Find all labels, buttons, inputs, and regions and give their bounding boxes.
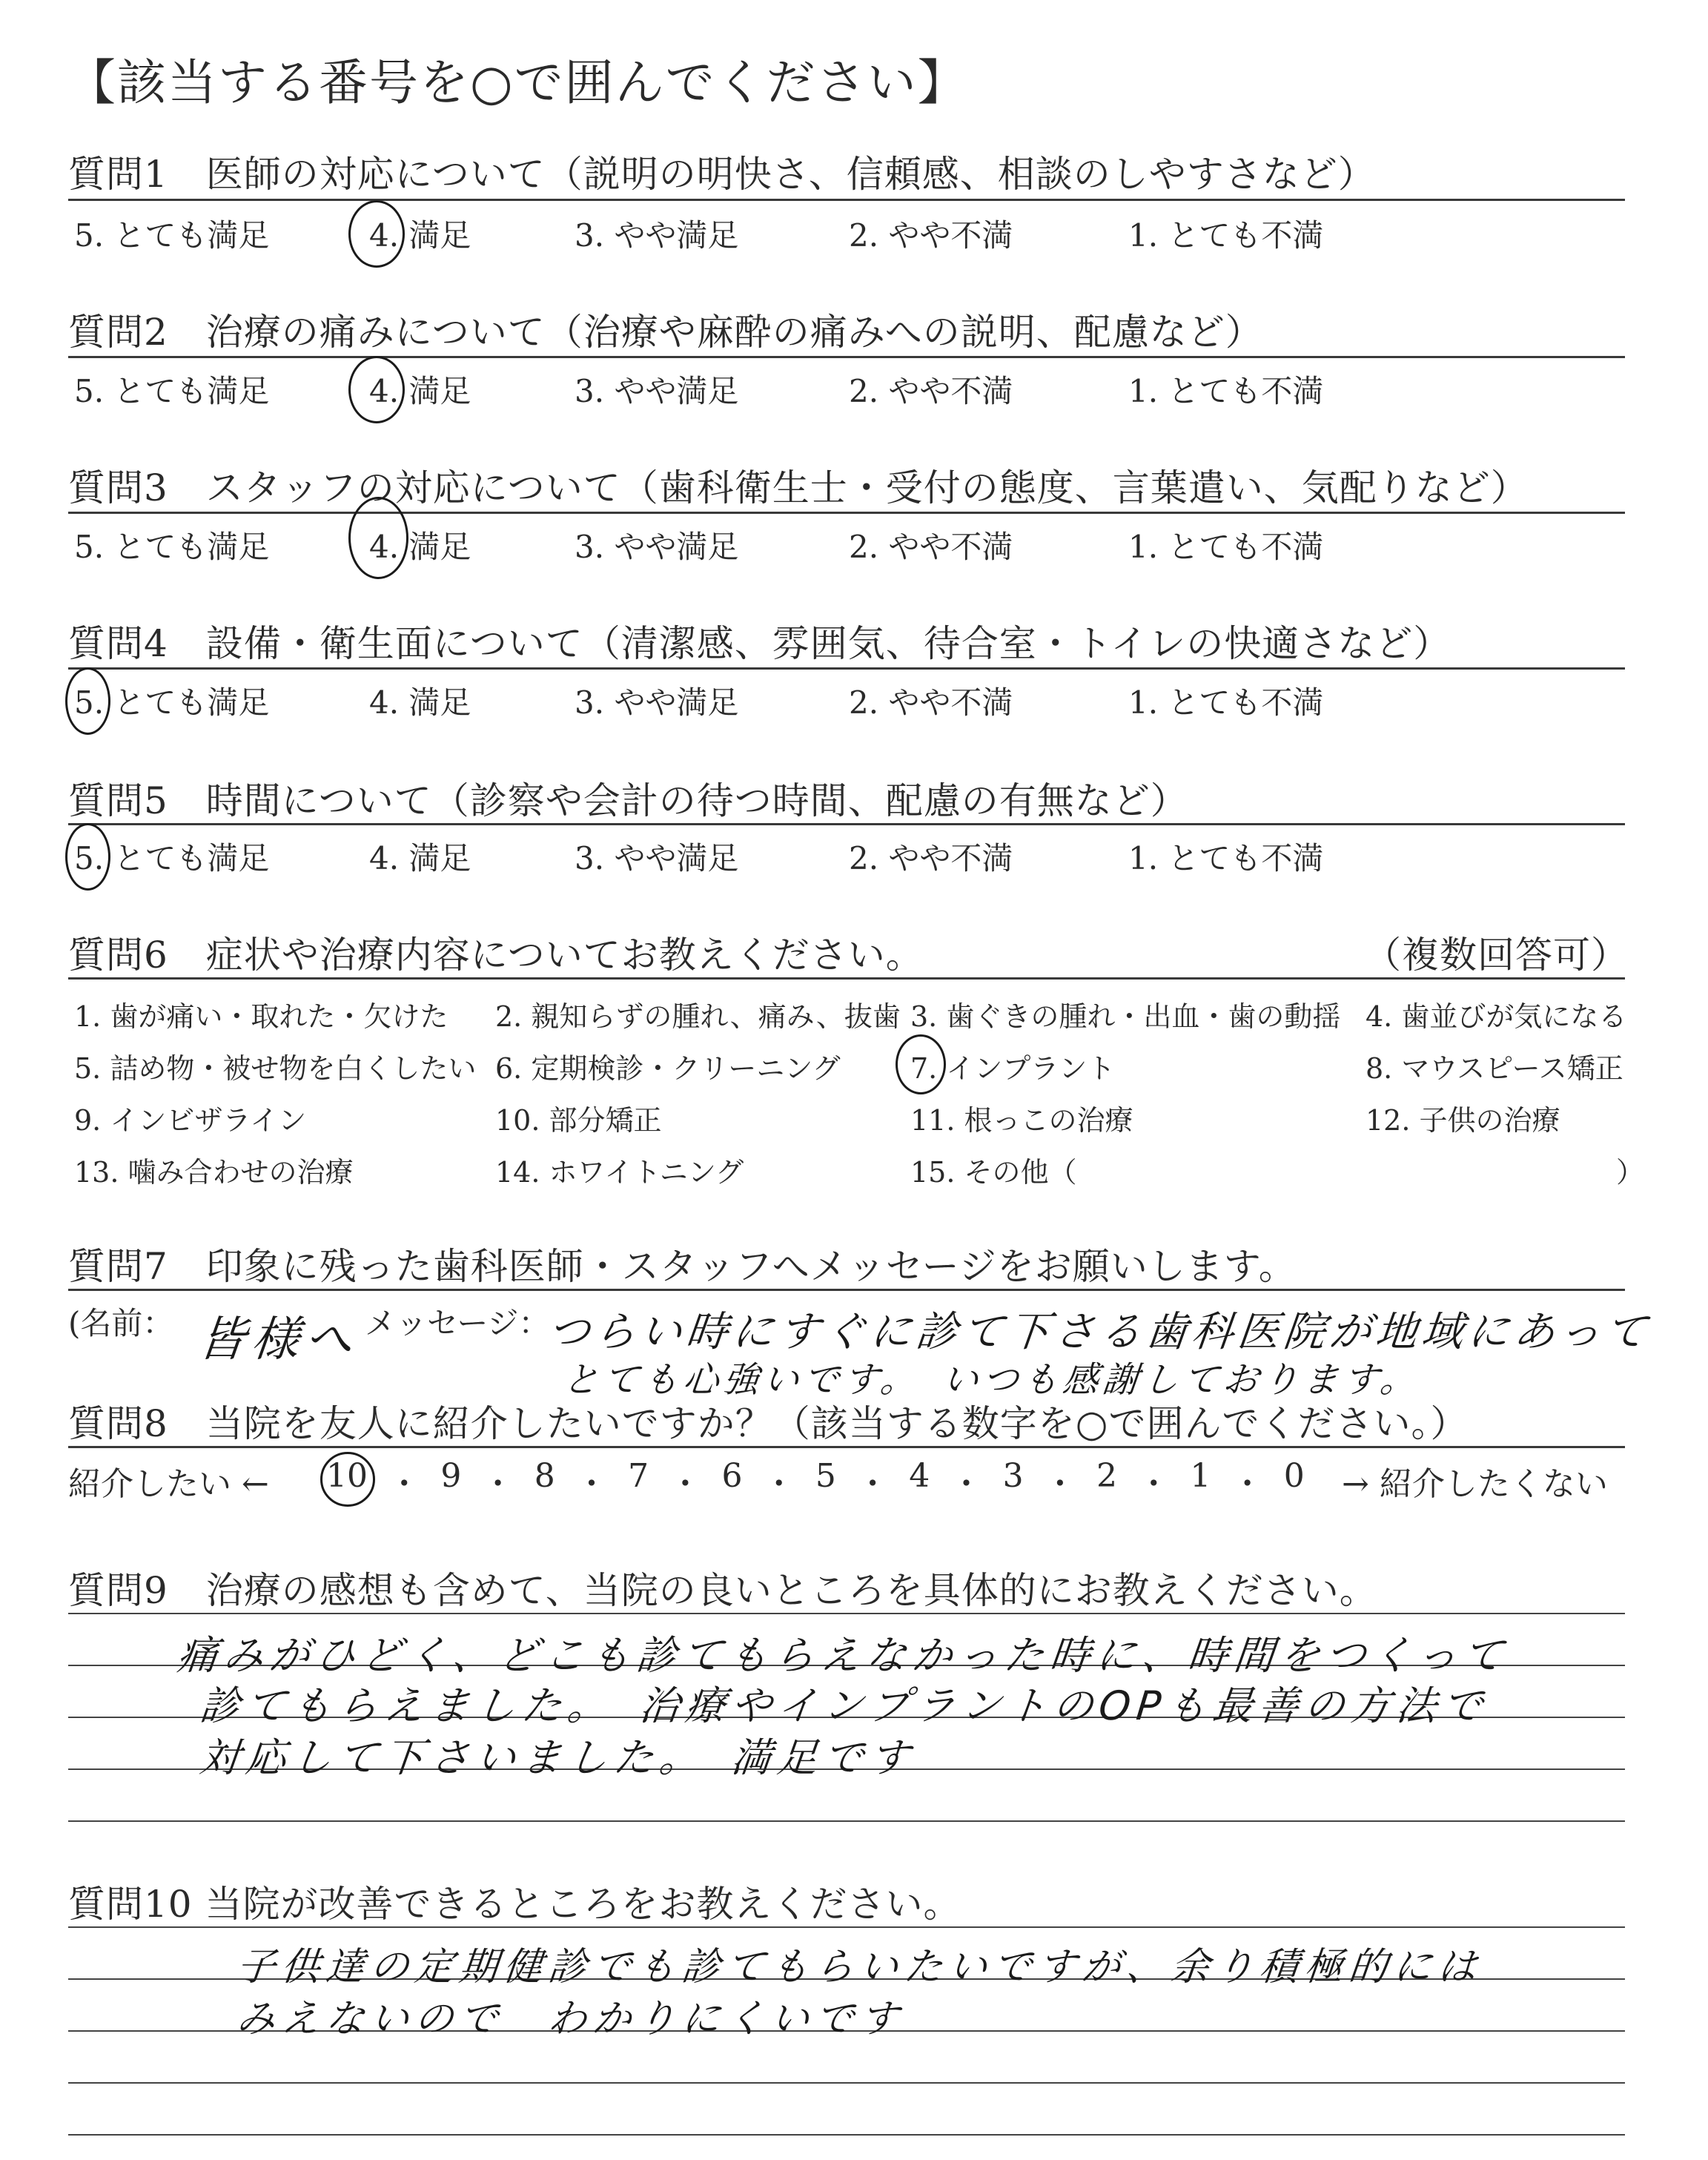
- q9-line-1: [68, 1613, 1625, 1614]
- q1-option-2[interactable]: 2. やや不満: [849, 217, 1013, 254]
- question-7-rule: [68, 1289, 1625, 1291]
- q3-option-4[interactable]: 4. 満足: [369, 529, 471, 565]
- q4-selection-circle: [65, 667, 110, 735]
- q8-scale-1[interactable]: 1: [1190, 1457, 1211, 1495]
- q10-answer-line-2[interactable]: みえないので わかりにくいです: [234, 1997, 907, 2041]
- question-2-rule: [68, 356, 1625, 358]
- q1-selection-circle: [348, 200, 405, 268]
- q8-dot: ・: [762, 1465, 795, 1503]
- q1-option-4[interactable]: 4. 満足: [369, 217, 471, 254]
- q8-dot: ・: [950, 1465, 983, 1503]
- q8-dot: ・: [388, 1465, 421, 1503]
- q2-selection-circle: [348, 356, 405, 423]
- q6-item-2[interactable]: 2. 親知らずの腫れ、痛み、抜歯: [495, 1000, 901, 1033]
- question-5-title: 質問5 時間について（診察や会計の待つ時間、配慮の有無など）: [68, 779, 1188, 822]
- question-9-title: 質問9 治療の感想も含めて、当院の良いところを具体的にお教えください。: [68, 1569, 1377, 1612]
- q8-scale-6[interactable]: 6: [721, 1457, 743, 1495]
- q1-option-5[interactable]: 5. とても満足: [74, 217, 270, 254]
- question-1-title: 質問1 医師の対応について（説明の明快さ、信頼感、相談のしやすさなど）: [68, 153, 1376, 196]
- q8-dot: ・: [856, 1465, 890, 1503]
- question-8-title: 質問8 当院を友人に紹介したいですか？（該当する数字を○で囲んでください。）: [68, 1402, 1469, 1445]
- q8-scale-5[interactable]: 5: [815, 1457, 836, 1495]
- q2-option-3[interactable]: 3. やや満足: [575, 373, 739, 409]
- q2-option-2[interactable]: 2. やや不満: [849, 373, 1013, 409]
- q5-selection-circle: [65, 823, 110, 891]
- q8-scale-4[interactable]: 4: [909, 1457, 930, 1495]
- q8-scale-7[interactable]: 7: [628, 1457, 649, 1495]
- q10-line-4: [68, 2082, 1625, 2084]
- question-6-note: （複数回答可）: [1364, 934, 1629, 977]
- q4-option-5[interactable]: 5. とても満足: [74, 684, 270, 721]
- q5-option-4[interactable]: 4. 満足: [369, 840, 471, 876]
- question-10-title: 質問10 当院が改善できるところをお教えください。: [68, 1883, 961, 1926]
- q8-dot: ・: [481, 1465, 514, 1503]
- q4-option-4[interactable]: 4. 満足: [369, 684, 471, 721]
- q8-scale: [326, 1457, 1305, 1505]
- q7-name-value[interactable]: 皆様へ: [195, 1312, 362, 1367]
- q8-scale-8[interactable]: 8: [534, 1457, 555, 1495]
- q6-item-7[interactable]: 7. インプラント: [910, 1052, 1116, 1085]
- q10-line-1: [68, 1926, 1625, 1928]
- q3-option-3[interactable]: 3. やや満足: [575, 529, 739, 565]
- q6-item-12[interactable]: 12. 子供の治療: [1366, 1104, 1560, 1137]
- q9-answer-line-2[interactable]: 診てもらえました。 治療やインプラントのOPも最善の方法で: [197, 1682, 1491, 1729]
- q6-item-1[interactable]: 1. 歯が痛い・取れた・欠けた: [74, 1000, 448, 1033]
- q10-line-5: [68, 2134, 1625, 2136]
- q7-name-label: (名前：: [68, 1305, 174, 1341]
- q6-item-9[interactable]: 9. インビザライン: [74, 1104, 307, 1137]
- q6-item-8[interactable]: 8. マウスピース矯正: [1366, 1052, 1623, 1085]
- q9-answer-line-1[interactable]: 痛みがひどく、どこも診てもらえなかった時に、時間をつくって: [175, 1632, 1512, 1679]
- q6-item-4[interactable]: 4. 歯並びが気になる: [1366, 1000, 1627, 1033]
- q6-item-13[interactable]: 13. 噛み合わせの治療: [74, 1156, 354, 1189]
- q5-option-1[interactable]: 1. とても不満: [1128, 840, 1324, 876]
- q6-item-5[interactable]: 5. 詰め物・被せ物を白くしたい: [74, 1052, 477, 1085]
- question-6-rule: [68, 977, 1625, 980]
- q7-message-label: メッセージ：: [365, 1305, 550, 1341]
- form-header: 【該当する番号を○で囲んでください】: [67, 54, 968, 111]
- q8-dot: ・: [1231, 1465, 1264, 1503]
- q8-scale-10[interactable]: 10: [326, 1457, 368, 1495]
- q8-left-label: 紹介したい ←: [68, 1465, 269, 1503]
- q3-selection-circle: [348, 497, 408, 579]
- q6-item-10[interactable]: 10. 部分矯正: [495, 1104, 662, 1137]
- q6-item-11[interactable]: 11. 根っこの治療: [910, 1104, 1133, 1137]
- q8-scale-9[interactable]: 9: [440, 1457, 462, 1495]
- question-8-rule: [68, 1446, 1625, 1448]
- q6-selection-circle: [896, 1034, 946, 1094]
- q5-option-5[interactable]: 5. とても満足: [74, 840, 270, 876]
- q1-option-3[interactable]: 3. やや満足: [575, 217, 739, 254]
- q1-option-1[interactable]: 1. とても不満: [1128, 217, 1324, 254]
- question-5-rule: [68, 823, 1625, 825]
- q5-option-2[interactable]: 2. やや不満: [849, 840, 1013, 876]
- q3-option-1[interactable]: 1. とても不満: [1128, 529, 1324, 565]
- q9-line-5: [68, 1820, 1625, 1822]
- q4-option-1[interactable]: 1. とても不満: [1128, 684, 1324, 721]
- q10-answer-line-1[interactable]: 子供達の定期健診でも診てもらいたいですが、余り積極的には: [234, 1945, 1485, 1989]
- q9-answer-line-3[interactable]: 対応して下さいました。 満足です: [197, 1734, 918, 1781]
- q6-item-15-close: ）: [1616, 1156, 1645, 1189]
- q7-message-line-1[interactable]: つらい時にすぐに診て下さる歯科医院が地域にあって: [546, 1308, 1654, 1356]
- question-4-title: 質問4 設備・衛生面について（清潔感、雰囲気、待合室・トイレの快適さなど）: [68, 622, 1452, 665]
- q8-right-label: → 紹介したくない: [1342, 1465, 1608, 1503]
- q4-option-2[interactable]: 2. やや不満: [849, 684, 1013, 721]
- question-4-rule: [68, 667, 1625, 670]
- q3-option-2[interactable]: 2. やや不満: [849, 529, 1013, 565]
- q8-dot: ・: [575, 1465, 608, 1503]
- q6-item-6[interactable]: 6. 定期検診・クリーニング: [495, 1052, 841, 1085]
- q5-option-3[interactable]: 3. やや満足: [575, 840, 739, 876]
- question-3-title: 質問3 スタッフの対応について（歯科衛生士・受付の態度、言葉遣い、気配りなど）: [68, 466, 1529, 509]
- q3-option-5[interactable]: 5. とても満足: [74, 529, 270, 565]
- q8-scale-2[interactable]: 2: [1096, 1457, 1117, 1495]
- q8-dot: ・: [669, 1465, 702, 1503]
- q6-item-15[interactable]: 15. その他（: [910, 1156, 1077, 1189]
- q2-option-5[interactable]: 5. とても満足: [74, 373, 270, 409]
- q8-selection-circle: [320, 1452, 375, 1507]
- question-7-title: 質問7 印象に残った歯科医師・スタッフへメッセージをお願いします。: [68, 1245, 1297, 1288]
- q2-option-4[interactable]: 4. 満足: [369, 373, 471, 409]
- question-6-title: 質問6 症状や治療内容についてお教えください。: [68, 934, 924, 977]
- q7-message-line-2[interactable]: とても心強いです。 いつも感謝しております。: [560, 1359, 1423, 1401]
- q6-item-14[interactable]: 14. ホワイトニング: [495, 1156, 744, 1189]
- q4-option-3[interactable]: 3. やや満足: [575, 684, 739, 721]
- question-2-title: 質問2 治療の痛みについて（治療や麻酔の痛みへの説明、配慮など）: [68, 311, 1263, 354]
- q8-scale-3[interactable]: 3: [1002, 1457, 1024, 1495]
- q8-dot: ・: [1137, 1465, 1171, 1503]
- question-3-rule: [68, 512, 1625, 514]
- q8-dot: ・: [1043, 1465, 1076, 1503]
- q8-scale-0[interactable]: 0: [1283, 1457, 1305, 1495]
- question-1-rule: [68, 199, 1625, 201]
- q2-option-1[interactable]: 1. とても不満: [1128, 373, 1324, 409]
- q6-item-3[interactable]: 3. 歯ぐきの腫れ・出血・歯の動揺: [910, 1000, 1341, 1033]
